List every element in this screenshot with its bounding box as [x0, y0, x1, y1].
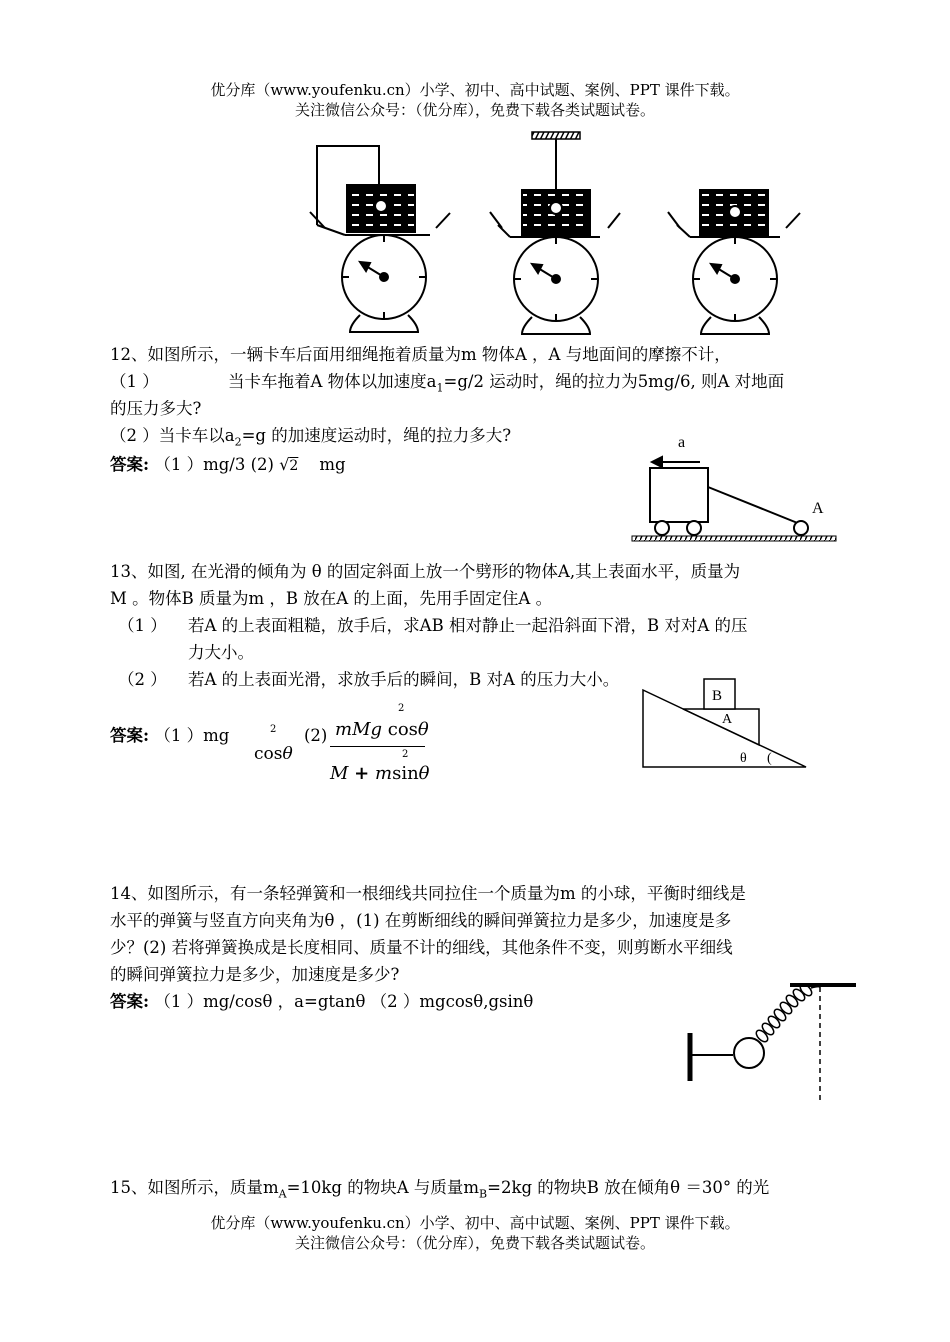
- footer-line-2: 关注微信公众号：（优分库），免费下载各类试题试卷。: [294, 1234, 655, 1252]
- q14-line-1: 14、如图所示，有一条轻弹簧和一根细线共同拉住一个质量为m 的小球，平衡时细线是: [110, 884, 746, 903]
- q13-answer: 答案: （1 ）mg: [110, 726, 230, 745]
- block-a-label: A: [722, 712, 733, 727]
- q12-stem: 12、如图所示，一辆卡车后面用细绳拖着质量为m 物体A ，A 与地面间的摩擦不计，: [110, 345, 731, 364]
- q12-part2-line: （2 ）当卡车以$a_2=g$ 的加速度运动时，绳的拉力多大?: [110, 426, 512, 449]
- q14-line-2: 水平的弹簧与竖直方向夹角为θ ，(1) 在剪断细线的瞬间弹簧拉力是多少，加速度是多: [110, 911, 732, 930]
- q12-part1-number: （1 ）: [110, 372, 159, 391]
- incline-angle-label: θ: [740, 751, 747, 766]
- q12-answer: 答案: （1 ）mg/3 (2) √2 mg: [110, 455, 346, 474]
- q13-stem-2: M 。物体B 质量为m ，B 放在A 的上面，先用手固定住A 。: [110, 589, 553, 608]
- q13-answer2-numerator: mMg cosθ: [335, 719, 429, 740]
- q13-numerator-exponent: 2: [398, 703, 405, 714]
- q13-part1-cont: 力大小。: [188, 643, 254, 662]
- spring-coils: [754, 982, 820, 1044]
- q15-stem: 15、如图所示，质量$m_A=10kg$ 的物块A 与质量$m_B=2kg$ 的物块B 放在倾角θ ＝30° 的光: [110, 1178, 770, 1201]
- incline-angle-arc: (: [767, 751, 772, 766]
- header-line-2: 关注微信公众号：（优分库），免费下载各类试题试卷。: [294, 101, 655, 119]
- q14-line-3: 少？(2) 若将弹簧换成是长度相同、质量不计的细线，其他条件不变，则剪断水平细线: [110, 938, 733, 957]
- q13-answer1-denominator: cosθ: [254, 744, 293, 764]
- footer-line-1: 优分库（www.youfenku.cn）小学、初中、高中试题、案例、PPT 课件下载。: [210, 1214, 740, 1232]
- q13-stem-1: 13、如图, 在光滑的倾角为 θ 的固定斜面上放一个劈形的物体A,其上表面水平，质量为: [110, 562, 741, 581]
- truck-accel-label: a: [678, 434, 686, 451]
- block-b-label: B: [712, 688, 723, 704]
- q14-answer: 答案: （1 ）mg/cosθ ，a=gtanθ （2 ）mgcosθ,gsinθ: [110, 992, 534, 1011]
- q13-answer1-exponent: 2: [270, 724, 277, 735]
- q12-part1-line: 当卡车拖着A 物体以加速度$a_1=g/2$ 运动时，绳的拉力为5mg/6, 则A 对地面: [228, 372, 785, 395]
- q13-part1-line: 若A 的上表面粗糙，放手后，求AB 相对静止一起沿斜面下滑，B 对对A 的压: [188, 616, 748, 635]
- q13-part2-line: 若A 的上表面光滑，求放手后的瞬间，B 对A 的压力大小。: [188, 670, 620, 689]
- q13-denominator-exponent: 2: [402, 749, 409, 760]
- q13-answer2-denominator: M + msinθ: [330, 763, 430, 784]
- header-line-1: 优分库（www.youfenku.cn）小学、初中、高中试题、案例、PPT 课件下载。: [210, 81, 740, 99]
- q12-part1-cont: 的压力多大?: [110, 399, 202, 418]
- q13-part1-number: （1 ）: [118, 616, 167, 635]
- q13-answer2-label: (2): [304, 726, 328, 745]
- q13-part2-number: （2 ）: [118, 670, 167, 689]
- object-a-label: A: [812, 500, 824, 517]
- q14-line-4: 的瞬间弹簧拉力是多少，加速度是多少?: [110, 965, 400, 984]
